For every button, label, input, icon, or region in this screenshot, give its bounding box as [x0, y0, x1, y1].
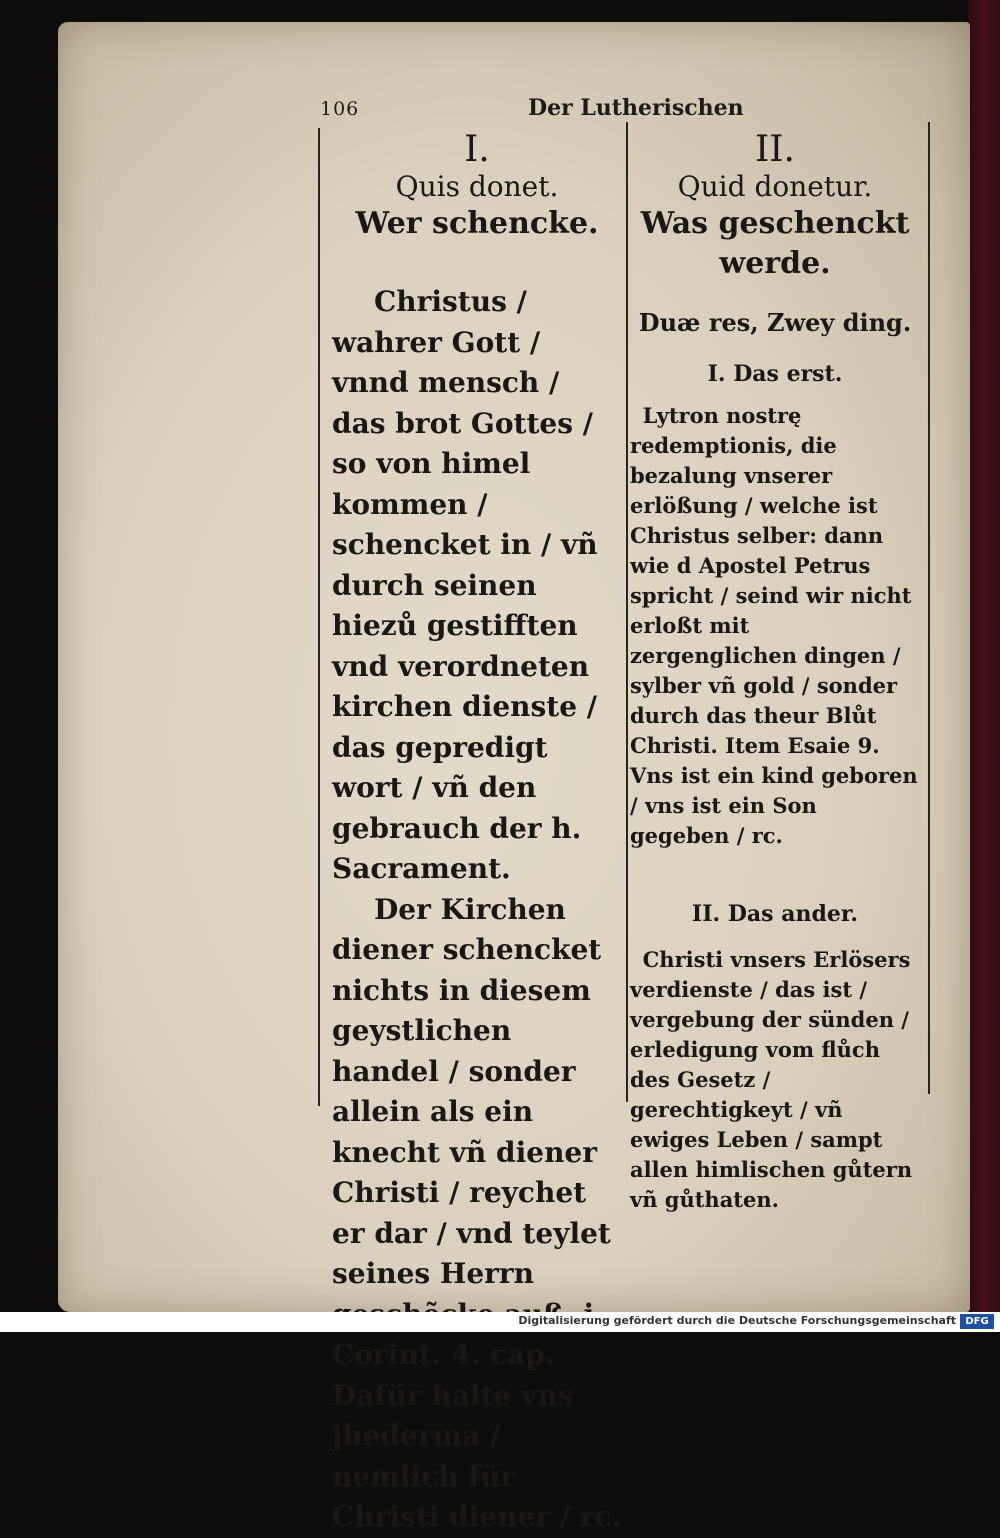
book-spine — [968, 0, 1000, 1312]
section-2-text: Christi vnsers Erlösers verdienste / das ist / vergebung der sünden / erledigung vom flůch des Gesetz / gerechtigkeyt / vñ ewiges Leben / sampt allen himlischen gůtern vñ gůthaten. — [630, 947, 913, 1212]
right-german-heading: Was geschenckt werde. — [640, 206, 910, 281]
right-numeral: II. — [755, 129, 795, 170]
right-latin-heading: Quid donetur. — [677, 170, 873, 203]
center-column-rule — [626, 122, 628, 1102]
left-german-heading: Wer schencke. — [355, 206, 599, 241]
left-paragraph-2: Der Kirchen diener schencket nichts in diesem geystlichen handel / sonder allein als ein knecht vñ diener Christi / reychet er dar / vnd teylet seines Herrn Corint. 4. cap. Dafür halte vns jhederma / nemlich für Christi diener / rc. — [332, 892, 622, 1533]
section-1-text: Lytron nostrę redemptionis, die bezalung vnserer erlößung / welche ist Christus selber: dann wie d Apostel Petrus spricht / seind wir nicht erloßt mit zergenglichen dingen / sylber vñ gold / sonder durch das theur Blůt Christi. Item Esaie 9. Vns ist ein kind geboren / vns ist ein Son gegeben / rc. — [630, 403, 918, 848]
running-head: Der Lutherischen — [528, 95, 744, 121]
left-latin-heading: Quis donet. — [395, 170, 559, 203]
page-number: 106 — [320, 98, 360, 120]
footer-bar — [0, 1312, 1000, 1332]
footer-credit: Digitalisierung gefördert durch die Deutsche Forschungsgemeinschaft — [518, 1314, 956, 1327]
section-1-heading: I. Das erst. — [707, 361, 843, 387]
section-2-heading: II. Das ander. — [691, 901, 859, 927]
left-numeral: I. — [464, 129, 490, 170]
left-paragraph-1: Christus / wahrer Gott / vnnd mensch / das brot Gottes / so von himel kommen / schencket in / vñ durch seinen hiezů gestifften vnd verordneten kirchen dienste / das gepredigt wort / vñ den gebrauch der h. Sacrament. — [332, 285, 598, 885]
right-subtitle: Duæ res, Zwey ding. — [638, 308, 912, 337]
right-column — [630, 130, 920, 1215]
right-column-rule — [928, 122, 930, 1094]
dfg-logo-icon: DFG — [960, 1314, 994, 1329]
left-column-rule — [318, 128, 320, 1106]
